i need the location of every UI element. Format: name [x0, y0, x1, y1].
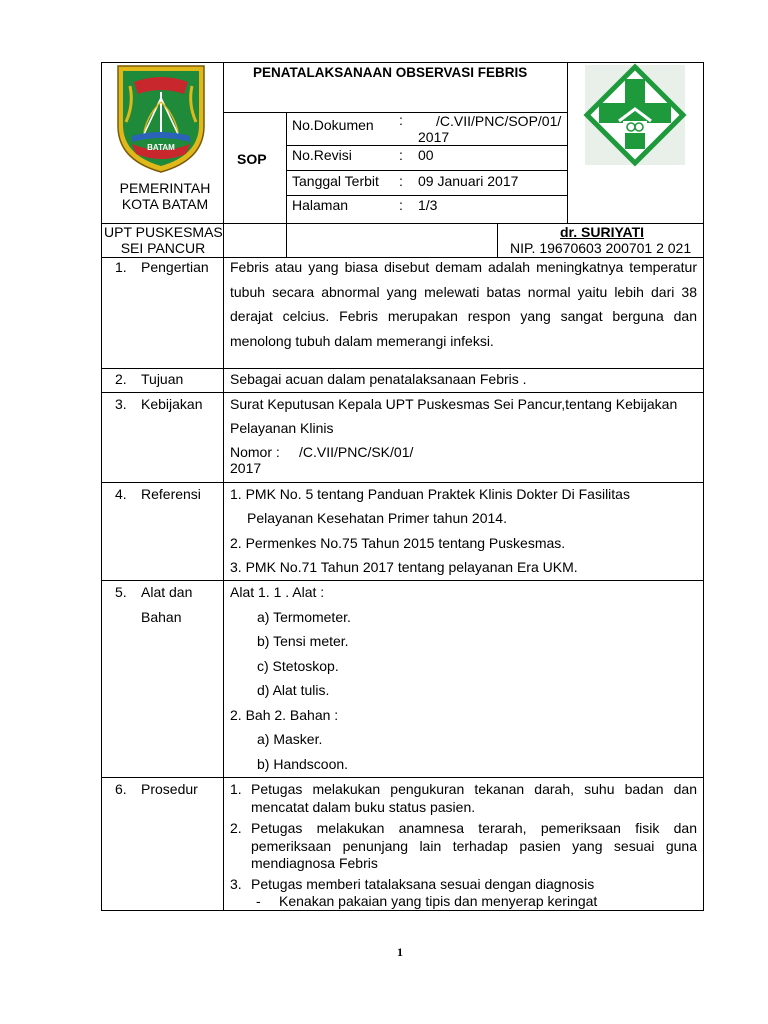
pengertian-text: Febris atau yang biasa disebut demam adalah meningkatnya temperatur tubuh secara abnormal yang melewati batas normal yaitu lebih dari 38 derajat celcius. Febris merupakan respon yang sangat berguna dan menolong tubuh dalam memerangi infeksi. [230, 259, 697, 349]
section-5-number: 5. [115, 584, 127, 600]
field-label-tanggal: Tanggal Terbit [292, 173, 379, 189]
puskesmas-logo [583, 63, 687, 167]
field-colon-halaman: : [399, 197, 403, 213]
field-value-tanggal: 09 Januari 2017 [418, 173, 519, 189]
kebijakan-line-2: Pelayanan Klinis [230, 420, 334, 436]
referensi-item-2: 2. Permenkes No.75 Tahun 2015 tentang Puskesmas. [230, 535, 566, 551]
section-2-number: 2. [115, 371, 127, 387]
referensi-item-1-cont: Pelayanan Kesehatan Primer tahun 2014. [247, 510, 507, 526]
section-5-label-2: Bahan [141, 609, 182, 625]
alat-item-d: d) Alat tulis. [257, 682, 330, 698]
kebijakan-line-1: Surat Keputusan Kepala UPT Puskesmas Sei Pancur,tentang Kebijakan [230, 396, 678, 412]
prosedur-step-3: Petugas memberi tatalaksana sesuai dengan diagnosis [251, 876, 595, 892]
alat-item-a: a) Termometer. [257, 609, 351, 625]
alat-item-b: b) Tensi meter. [257, 633, 349, 649]
field-value-halaman: 1/3 [418, 197, 438, 213]
section-1-number: 1. [115, 259, 127, 275]
field-colon-tanggal: : [399, 173, 403, 189]
gov-line-1: PEMERINTAH [119, 180, 211, 196]
page-number: 1 [397, 945, 403, 959]
field-label-halaman: Halaman [292, 197, 349, 213]
field-colon-nodokumen: : [399, 112, 403, 128]
section-6-label: Prosedur [141, 781, 198, 797]
bahan-item-b: b) Handscoon. [257, 756, 349, 772]
prosedur-step-2-number: 2. [230, 820, 242, 836]
prosedur-step-1: Petugas melakukan pengukuran tekanan darah, suhu badan dan mencatat dalam buku status pasien. [251, 781, 697, 815]
section-3-label: Kebijakan [141, 396, 203, 412]
tujuan-text: Sebagai acuan dalam penatalaksanaan Febris . [230, 371, 527, 387]
crest-banner-text: BATAM [147, 143, 175, 152]
signer-name: dr. SURIYATI [560, 224, 645, 240]
kebijakan-nomor-year: 2017 [230, 460, 262, 476]
alat-heading: Alat 1. 1 . Alat : [230, 584, 325, 600]
section-2-label: Tujuan [141, 371, 184, 387]
batam-crest-logo [114, 64, 208, 174]
sop-label: SOP [237, 151, 267, 167]
field-label-nodokumen: No.Dokumen [292, 117, 374, 133]
unit-line-1: UPT PUSKESMAS [104, 224, 223, 240]
section-3-number: 3. [115, 396, 127, 412]
section-4-number: 4. [115, 486, 127, 502]
prosedur-step-1-number: 1. [230, 781, 242, 797]
kebijakan-nomor-label: Nomor : [230, 444, 280, 460]
field-value-norevisi: 00 [418, 147, 434, 163]
section-4-label: Referensi [141, 486, 201, 502]
section-1-label: Pengertian [141, 259, 209, 275]
document-title: PENATALAKSANAAN OBSERVASI FEBRIS [253, 65, 528, 80]
bahan-heading: 2. Bah 2. Bahan : [230, 707, 339, 723]
prosedur-sub-dash: - [256, 893, 261, 909]
prosedur-sub-text: Kenakan pakaian yang tipis dan menyerap keringat [279, 893, 598, 909]
gov-line-2: KOTA BATAM [121, 196, 209, 212]
unit-line-2: SEI PANCUR [120, 240, 206, 256]
section-5-label-1: Alat dan [141, 584, 193, 600]
kebijakan-nomor-value: /C.VII/PNC/SK/01/ [299, 444, 414, 460]
field-colon-norevisi: : [399, 147, 403, 163]
prosedur-step-2: Petugas melakukan anamnesa terarah, pemeriksaan fisik dan pemeriksaan penunjang lain terhadap pasien yang sesuai guna mendiagnosa Febris [251, 820, 697, 871]
bahan-item-a: a) Masker. [257, 731, 323, 747]
referensi-item-3: 3. PMK No.71 Tahun 2017 tentang pelayanan Era UKM. [230, 559, 578, 575]
section-6-number: 6. [115, 781, 127, 797]
field-value-nodokumen-year: 2017 [418, 129, 450, 145]
signer-nip: NIP. 19670603 200701 2 021 [510, 240, 692, 256]
prosedur-step-3-number: 3. [230, 876, 242, 892]
referensi-item-1: 1. PMK No. 5 tentang Panduan Praktek Klinis Dokter Di Fasilitas [230, 486, 630, 502]
alat-item-c: c) Stetoskop. [257, 658, 339, 674]
field-value-nodokumen: /C.VII/PNC/SOP/01/ [436, 113, 562, 129]
field-label-norevisi: No.Revisi [292, 147, 352, 163]
